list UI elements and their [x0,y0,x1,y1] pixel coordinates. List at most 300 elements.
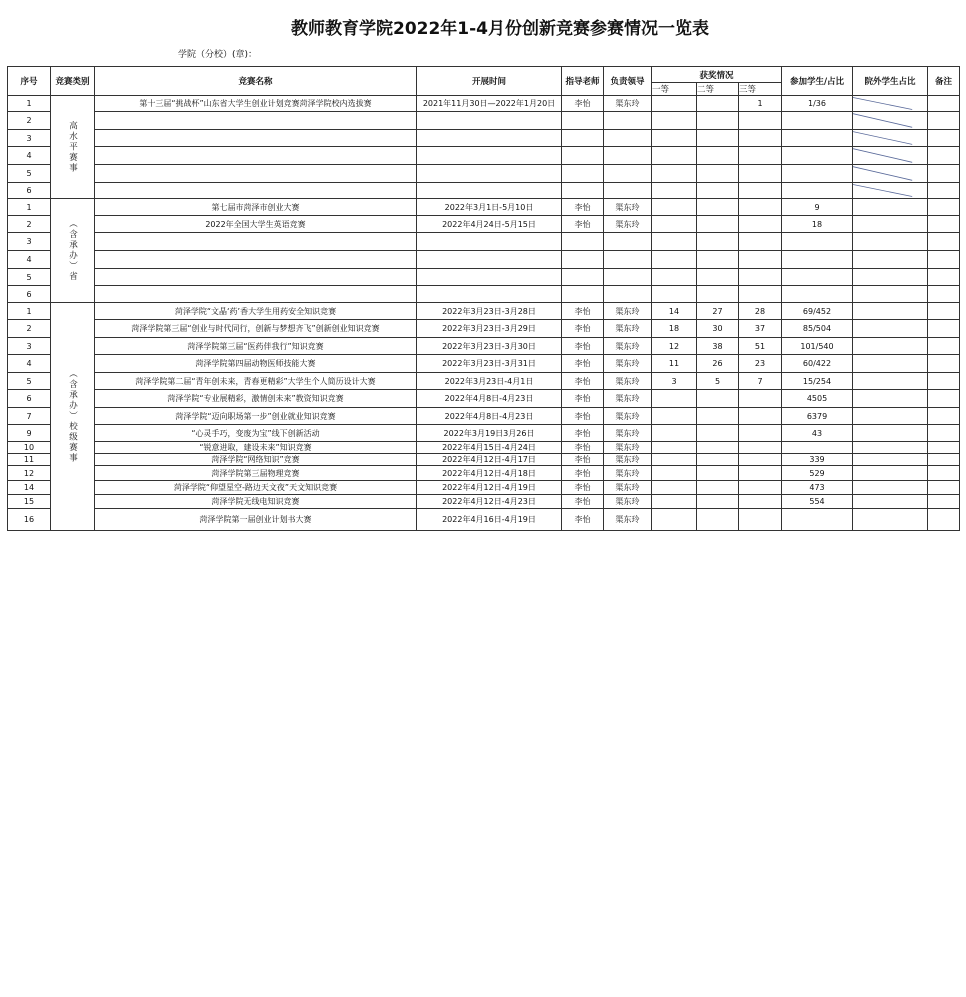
cell-leader: 渠东玲 [604,216,652,233]
cell-external [853,216,928,233]
header-seq: 序号 [8,67,51,96]
cell-name [95,183,417,199]
cell-first-prize [652,425,697,442]
cell-name: 菏泽学院第三届“创业与时代同行，创新与梦想齐飞”创新创业知识竞赛 [95,320,417,338]
cell-leader: 渠东玲 [604,96,652,112]
cell-external [853,355,928,373]
cell-third-prize [739,495,782,509]
cell-participants [782,442,853,454]
cell-notes [928,130,960,147]
cell-third-prize [739,466,782,481]
cell-leader: 渠东玲 [604,481,652,495]
cell-first-prize [652,147,697,165]
cell-third-prize [739,390,782,408]
cell-seq: 4 [8,355,51,373]
cell-name: “心灵手巧，变废为宝”线下创新活动 [95,425,417,442]
header-leader: 负责领导 [604,67,652,96]
cell-first-prize [652,216,697,233]
cell-third-prize [739,509,782,531]
cell-leader [604,112,652,130]
cell-time: 2021年11月30日—2022年1月20日 [417,96,562,112]
cell-name: 菏泽学院第二届“青年创未来，青春更精彩”大学生个人简历设计大赛 [95,373,417,390]
cell-first-prize [652,454,697,466]
cell-participants [782,130,853,147]
cell-third-prize: 23 [739,355,782,373]
cell-first-prize: 12 [652,338,697,355]
cell-first-prize: 3 [652,373,697,390]
table-row [8,466,960,481]
cell-participants: 69/452 [782,303,853,320]
cell-external [853,509,928,531]
cell-seq: 1 [8,303,51,320]
cell-second-prize [697,216,739,233]
cell-teacher: 李怡 [562,199,604,216]
cell-time: 2022年4月8日-4月23日 [417,408,562,425]
cell-second-prize: 5 [697,373,739,390]
cell-third-prize: 37 [739,320,782,338]
cell-name [95,130,417,147]
cell-seq: 16 [8,509,51,531]
cell-second-prize [697,495,739,509]
cell-teacher: 李怡 [562,495,604,509]
cell-first-prize [652,96,697,112]
cell-third-prize [739,251,782,269]
table-row [8,320,960,338]
cell-seq: 2 [8,216,51,233]
cell-external [853,373,928,390]
cell-leader: 渠东玲 [604,454,652,466]
cell-time: 2022年4月12日-4月17日 [417,454,562,466]
cell-time: 2022年3月23日-4月1日 [417,373,562,390]
cell-third-prize [739,454,782,466]
cell-third-prize [739,286,782,303]
cell-external [853,425,928,442]
cell-third-prize [739,130,782,147]
cell-seq: 3 [8,233,51,251]
cell-name: 菏泽学院“文晶‘药’香大学生用药安全知识竞赛 [95,303,417,320]
cell-participants: 529 [782,466,853,481]
cell-notes [928,216,960,233]
table-row [8,390,960,408]
header-teacher: 指导老师 [562,67,604,96]
cell-name [95,112,417,130]
cell-notes [928,251,960,269]
cell-third-prize [739,408,782,425]
cell-name [95,233,417,251]
header-awards: 获奖情况 [652,67,782,83]
cell-notes [928,408,960,425]
cell-participants: 554 [782,495,853,509]
cell-external [853,320,928,338]
cell-first-prize [652,130,697,147]
cell-seq: 9 [8,425,51,442]
cell-teacher: 李怡 [562,481,604,495]
cell-teacher [562,269,604,286]
cell-third-prize: 51 [739,338,782,355]
table-row [8,286,960,303]
cell-leader: 渠东玲 [604,442,652,454]
cell-first-prize [652,509,697,531]
cell-leader: 渠东玲 [604,320,652,338]
table-row [8,454,960,466]
cell-time: 2022年4月8日-4月23日 [417,390,562,408]
cell-third-prize [739,425,782,442]
cell-second-prize: 27 [697,303,739,320]
cell-participants [782,251,853,269]
table-row [8,373,960,390]
cell-third-prize [739,165,782,183]
header-third-prize: 三等 [739,83,782,96]
cell-third-prize [739,199,782,216]
cell-seq: 12 [8,466,51,481]
cell-leader [604,165,652,183]
cell-second-prize [697,481,739,495]
cell-first-prize [652,408,697,425]
cell-time: 2022年4月12日-4月18日 [417,466,562,481]
strike-line [853,183,927,198]
cell-notes [928,233,960,251]
table-row [8,408,960,425]
cell-first-prize [652,251,697,269]
cell-leader: 渠东玲 [604,373,652,390]
cell-notes [928,390,960,408]
cell-second-prize [697,454,739,466]
cell-notes [928,320,960,338]
cell-seq: 5 [8,165,51,183]
cell-external [853,147,928,165]
cell-second-prize: 30 [697,320,739,338]
cell-teacher [562,147,604,165]
cell-seq: 5 [8,373,51,390]
cell-first-prize [652,442,697,454]
cell-teacher: 李怡 [562,425,604,442]
cell-name [95,269,417,286]
cell-time [417,183,562,199]
cell-seq: 15 [8,495,51,509]
cell-external [853,481,928,495]
cell-name: 菏泽学院第三届物理竞赛 [95,466,417,481]
cell-notes [928,183,960,199]
cell-third-prize [739,112,782,130]
strike-line [853,165,927,182]
competition-table [7,66,960,531]
cell-external [853,130,928,147]
table-row [8,442,960,454]
cell-teacher: 李怡 [562,454,604,466]
strike-line [853,96,927,111]
cell-third-prize [739,147,782,165]
cell-seq: 6 [8,286,51,303]
cell-external [853,454,928,466]
cell-name: 第十三届“挑战杯”山东省大学生创业计划竞赛菏泽学院校内选拔赛 [95,96,417,112]
cell-name [95,165,417,183]
cell-seq: 7 [8,408,51,425]
cell-notes [928,373,960,390]
table-row [8,165,960,183]
cell-second-prize [697,233,739,251]
cell-seq: 1 [8,96,51,112]
cell-leader [604,286,652,303]
cell-external [853,269,928,286]
table-row [8,130,960,147]
cell-time [417,165,562,183]
cell-external [853,408,928,425]
table-row [8,425,960,442]
cell-time [417,269,562,286]
cell-second-prize [697,147,739,165]
cell-second-prize [697,286,739,303]
cell-time: 2022年3月23日-3月29日 [417,320,562,338]
cell-seq: 4 [8,147,51,165]
cell-notes [928,303,960,320]
cell-notes [928,286,960,303]
table-row [8,495,960,509]
cell-second-prize [697,269,739,286]
cell-notes [928,112,960,130]
table-row [8,338,960,355]
cell-time: 2022年3月23日-3月30日 [417,338,562,355]
cell-second-prize [697,199,739,216]
table-row [8,251,960,269]
table-row [8,269,960,286]
cell-time [417,130,562,147]
cell-second-prize [697,442,739,454]
cell-seq: 14 [8,481,51,495]
cell-second-prize [697,130,739,147]
cell-seq: 3 [8,130,51,147]
cell-notes [928,425,960,442]
cell-notes [928,96,960,112]
cell-notes [928,338,960,355]
cell-teacher [562,130,604,147]
cell-leader: 渠东玲 [604,509,652,531]
cell-external [853,199,928,216]
cell-participants: 85/504 [782,320,853,338]
cell-first-prize [652,495,697,509]
cell-participants: 1/36 [782,96,853,112]
cell-external [853,112,928,130]
cell-participants [782,112,853,130]
cell-leader [604,269,652,286]
table-row [8,509,960,531]
cell-first-prize [652,112,697,130]
strike-line [853,112,927,129]
cell-teacher: 李怡 [562,216,604,233]
cell-name: 菏泽学院“专业展精彩，激情创未来”教资知识竞赛 [95,390,417,408]
cell-teacher [562,233,604,251]
cell-external [853,303,928,320]
cell-external [853,251,928,269]
cell-external [853,338,928,355]
header-second-prize: 二等 [697,83,739,96]
cell-participants: 18 [782,216,853,233]
cell-time: 2022年4月16日-4月19日 [417,509,562,531]
cell-teacher: 李怡 [562,509,604,531]
cell-seq: 11 [8,454,51,466]
cell-external [853,286,928,303]
table-row [8,355,960,373]
cell-time: 2022年4月12日-4月19日 [417,481,562,495]
cell-teacher: 李怡 [562,390,604,408]
cell-second-prize [697,425,739,442]
table-row [8,147,960,165]
cell-leader [604,251,652,269]
header-name: 竞赛名称 [95,67,417,96]
cell-teacher: 李怡 [562,320,604,338]
table-body [8,96,960,531]
cell-leader: 渠东玲 [604,425,652,442]
cell-name [95,147,417,165]
cell-leader: 渠东玲 [604,495,652,509]
cell-teacher: 李怡 [562,408,604,425]
cell-second-prize: 38 [697,338,739,355]
cell-second-prize [697,466,739,481]
cell-first-prize [652,390,697,408]
cell-third-prize: 1 [739,96,782,112]
cell-seq: 6 [8,183,51,199]
cell-leader: 渠东玲 [604,303,652,320]
cell-first-prize: 14 [652,303,697,320]
cell-third-prize [739,216,782,233]
cell-notes [928,147,960,165]
table-header [8,67,960,96]
cell-teacher [562,112,604,130]
cell-leader [604,183,652,199]
cell-name: 菏泽学院“仰望星空-路边天文夜”天文知识竞赛 [95,481,417,495]
cell-participants [782,269,853,286]
cell-first-prize [652,481,697,495]
cell-leader [604,147,652,165]
cell-participants: 43 [782,425,853,442]
header-participants: 参加学生/占比 [782,67,853,96]
cell-name: 菏泽学院第一届创业计划书大赛 [95,509,417,531]
cell-first-prize [652,269,697,286]
cell-external [853,495,928,509]
cell-participants [782,183,853,199]
cell-third-prize: 7 [739,373,782,390]
cell-participants [782,165,853,183]
cell-time [417,286,562,303]
cell-participants [782,147,853,165]
cell-second-prize [697,509,739,531]
header-time: 开展时间 [417,67,562,96]
cell-notes [928,454,960,466]
cell-participants: 15/254 [782,373,853,390]
cell-participants: 6379 [782,408,853,425]
cell-leader [604,233,652,251]
cell-time: 2022年4月12日-4月23日 [417,495,562,509]
cell-notes [928,199,960,216]
cell-participants [782,233,853,251]
table-row [8,96,960,112]
cell-name [95,251,417,269]
cell-name: “锐意进取，建设未来”知识竞赛 [95,442,417,454]
page-title: 教师教育学院2022年1-4月份创新竞赛参赛情况一览表 [290,19,710,39]
category-provincial: （含承办）省 [51,199,95,303]
cell-seq: 2 [8,112,51,130]
category-school: （含承办）校级赛事 [51,303,95,531]
cell-second-prize [697,408,739,425]
cell-second-prize [697,112,739,130]
table-row [8,216,960,233]
table-row [8,233,960,251]
table-row [8,481,960,495]
cell-seq: 1 [8,199,51,216]
cell-teacher: 李怡 [562,96,604,112]
cell-leader [604,130,652,147]
cell-participants [782,509,853,531]
cell-notes [928,269,960,286]
cell-leader: 渠东玲 [604,408,652,425]
table-row [8,303,960,320]
cell-time [417,233,562,251]
header-category: 竞赛类别 [51,67,95,96]
cell-time: 2022年4月15日-4月24日 [417,442,562,454]
cell-second-prize: 26 [697,355,739,373]
header-external: 院外学生占比 [853,67,928,96]
cell-name: 菏泽学院“网络知识”竞赛 [95,454,417,466]
cell-leader: 渠东玲 [604,355,652,373]
cell-leader: 渠东玲 [604,390,652,408]
cell-time: 2022年3月23日-3月31日 [417,355,562,373]
cell-external [853,390,928,408]
cell-first-prize [652,286,697,303]
cell-name [95,286,417,303]
cell-third-prize [739,442,782,454]
cell-teacher [562,251,604,269]
cell-teacher: 李怡 [562,466,604,481]
cell-leader: 渠东玲 [604,466,652,481]
cell-first-prize [652,233,697,251]
cell-time [417,112,562,130]
cell-second-prize [697,183,739,199]
cell-participants: 339 [782,454,853,466]
cell-first-prize: 18 [652,320,697,338]
cell-teacher: 李怡 [562,373,604,390]
cell-participants: 4505 [782,390,853,408]
cell-time: 2022年4月24日-5月15日 [417,216,562,233]
cell-external [853,466,928,481]
cell-notes [928,495,960,509]
cell-teacher: 李怡 [562,442,604,454]
cell-third-prize [739,269,782,286]
cell-first-prize: 11 [652,355,697,373]
table-row [8,112,960,130]
cell-participants [782,286,853,303]
cell-second-prize [697,165,739,183]
cell-third-prize [739,481,782,495]
cell-external [853,442,928,454]
cell-third-prize [739,183,782,199]
cell-notes [928,481,960,495]
cell-notes [928,165,960,183]
table-row [8,199,960,216]
cell-second-prize [697,96,739,112]
cell-teacher: 李怡 [562,338,604,355]
strike-line [853,130,927,146]
cell-leader: 渠东玲 [604,199,652,216]
cell-third-prize: 28 [739,303,782,320]
cell-participants: 9 [782,199,853,216]
cell-external [853,165,928,183]
cell-external [853,183,928,199]
cell-name: 菏泽学院“迈向职场第一步”创业就业知识竞赛 [95,408,417,425]
cell-notes [928,509,960,531]
cell-leader: 渠东玲 [604,338,652,355]
cell-seq: 4 [8,251,51,269]
cell-notes [928,355,960,373]
strike-line [853,147,927,164]
